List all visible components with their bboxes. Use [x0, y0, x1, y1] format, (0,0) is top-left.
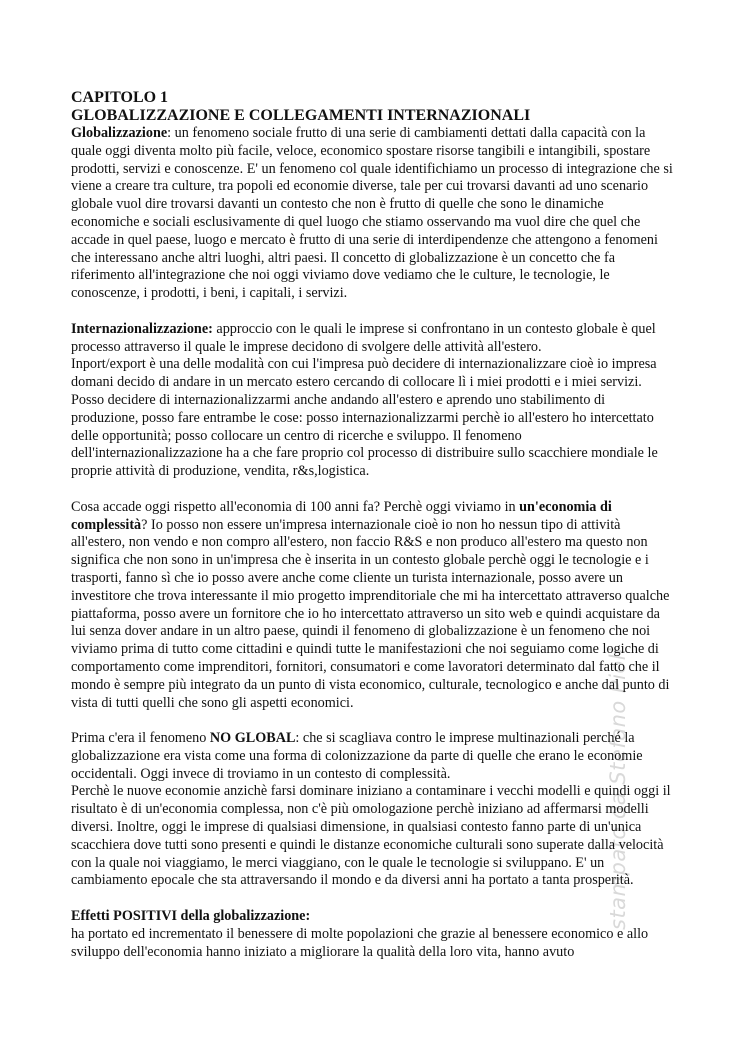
paragraph-noglobal	[71, 730, 675, 783]
paragraph-globalizzazione	[71, 125, 675, 303]
document-page	[71, 89, 675, 961]
term-internazionalizzazione: Internazionalizzazione:	[71, 320, 213, 337]
globalizzazione-text: : un fenomeno sociale frutto di una serie di cambiamenti dettati dalla capacità con la quale oggi diventa molto più facile, veloce, economico spostare risorse tangibili e intangibili, spostare prodotti, servizi e conoscenze. E' un fenomeno col quale identifichiamo un processo di integrazione che si viene a creare tra culture, tra popoli ed economie diverse, tale per cui trovarsi davanti ad uno scenario globale vuol dire trovarsi davanti un contesto che non è frutto di quelle che sono le dinamiche economiche e sociali esclusivamente di quel luogo che stiamo osservando ma vuol dire che quel che accade in quel paese, luogo e mercato è frutto di una serie di interdipendenze che attengono a fenomeni che interessano anche altri luoghi, altri paesi. Il concetto di globalizzazione è un concetto che fa riferimento all'integrazione che noi oggi viviamo dove vediamo che le culture, le tecnologie, le conoscenze, i prodotti, i beni, i capitali, i servizi.	[71, 125, 673, 302]
noglobal-bold: NO GLOBAL	[209, 730, 296, 747]
complessita-lead: Cosa accade oggi rispetto all'economia di 100 anni fa? Perchè oggi viviamo in	[71, 498, 520, 515]
paragraph-nuove-economie: Perchè le nuove economie anzichè farsi dominare iniziano a contaminare i vecchi modelli e quindi oggi il risultato è di un'economia complessa, non c'è più omologazione perchè iniziano ad affermarsi modelli diversi. Inoltre, oggi le imprese di qualsiasi dimensione, in qualsiasi contesto fanno parte di un'unica scacchiera dove tutti sono presenti e quindi le distanze economiche culturali sono superate dalla velocità con la quale noi viaggiamo, le merci viaggiano, con le quale le tecnologie si sviluppano. E' un cambiamento epocale che sta attraversando il mondo e da diversi anni ha portato a tanta prosperità.	[71, 783, 671, 889]
paragraph-complessita	[71, 499, 675, 713]
effetti-heading: Effetti POSITIVI della globalizzazione:	[71, 908, 311, 925]
chapter-number: CAPITOLO 1	[71, 89, 169, 106]
complessita-rest: ? Io posso non essere un'impresa internazionale cioè io non ho nessun tipo di attività all'estero, non vendo e non compro all'estero, non faccio R&S e non produco all'estero ma questo non significa che non sono in un'impresa che è inserita in un contesto globale perchè oggi le tecnologie e i trasporti, fanno sì che io posso avere anche come cliente un turista internazionale, posso avere un investitore che trova interessante il mio progetto imprenditoriale che mi ha intercettato attraverso qualche piattaforma, posso avere un fornitore che io ho intercettato attraverso un sito web e quindi acquistare da lui senza dover andare in un altro paese, quindi il fenomeno di globalizzazione è un fenomeno che noi viviamo prima di tutto come cittadini e quindi tutte le manifestazioni che noi seguiamo come logiche di comportamento come imprenditori, fornitori, consumatori e come lavoratori determinato dal fatto che il mondo è sempre più integrato da un punto di vista economico, culturale, tecnologico e anche dal punto di vista di tutti quelli che sono gli aspetti economici.	[71, 516, 670, 711]
internazionalizzazione-text: approccio con le quali le imprese si confrontano in un contesto globale è quel processo attraverso il quale le imprese decidono di svolgere delle attività all'estero.	[71, 320, 656, 355]
paragraph-effetti: ha portato ed incrementato il benessere di molte popolazioni che grazie al benessere economico e allo sviluppo dell'economia hanno iniziato a migliorare la qualità della loro vita, hanno avuto	[71, 925, 649, 960]
watermark: stampato da Stefano Pioli	[606, 647, 630, 930]
noglobal-lead: Prima c'era il fenomeno	[71, 730, 210, 747]
complessita-bold: un'economia di complessità	[71, 498, 612, 533]
paragraph-import-export: Inport/export è una delle modalità con cui l'impresa può decidere di internazionalizzare cioè io impresa domani decido di andare in un mercato estero cercando di collocare lì i miei prodotti e i miei servizi. Posso decidere di internazionalizzarmi anche andando all'estero e aprendo uno stabilimento di produzione, posso fare entrambe le cose: posso internazionalizzarmi perchè io all'estero ho intercettato delle opportunità; posso collocare un centro di ricerche e sviluppo. Il fenomeno dell'internazionalizzazione ha a che fare proprio col processo di distribuire sullo scacchiere mondiale le proprie attività di produzione, vendita, r&s,logistica.	[71, 356, 658, 480]
chapter-title: GLOBALIZZAZIONE E COLLEGAMENTI INTERNAZIONALI	[71, 107, 531, 124]
noglobal-rest: : che si scagliava contro le imprese multinazionali perché la globalizzazione era vista come una forma di colonizzazione da parte di quelle che erano le economie occidentali. Oggi invece di troviamo in un contesto di complessità.	[71, 730, 643, 782]
heading-effetti-positivi	[71, 908, 675, 926]
term-globalizzazione: Globalizzazione	[71, 125, 168, 141]
paragraph-internazionalizzazione	[71, 321, 675, 357]
